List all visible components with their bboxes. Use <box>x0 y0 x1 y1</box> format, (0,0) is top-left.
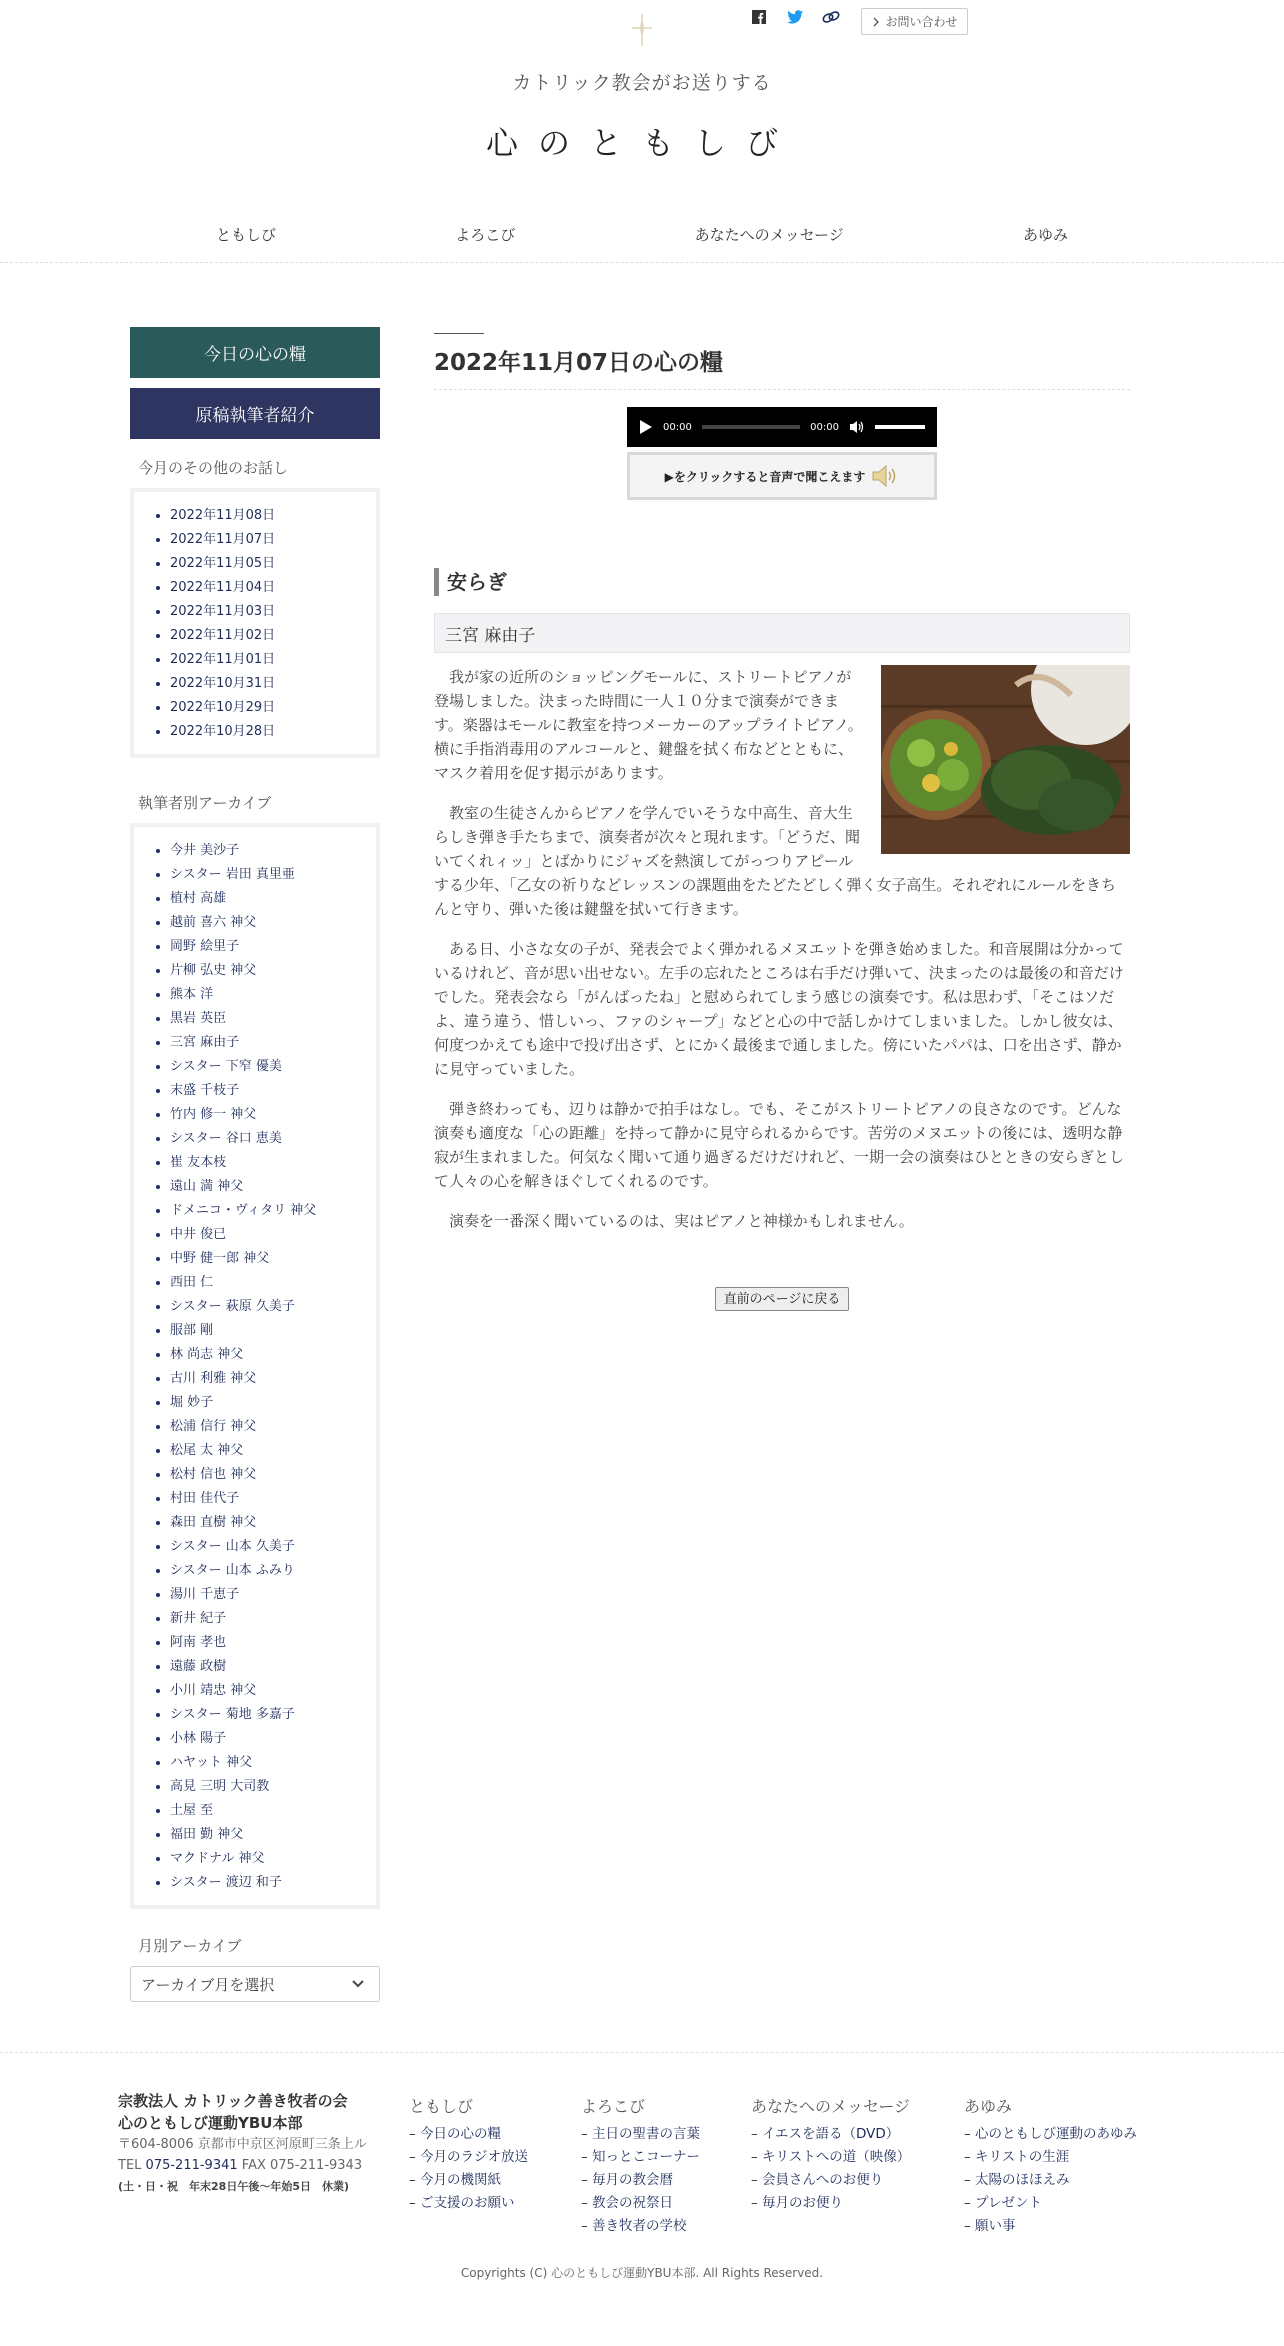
audio-player <box>627 407 937 447</box>
author-name: 三宮 麻由子 <box>434 613 1130 653</box>
business-hours: (土・日・祝 年末28日午後〜年始5日 休業) <box>118 2180 350 2193</box>
footer-link[interactable]: – プレゼント <box>964 2192 1137 2215</box>
nav-message[interactable]: あなたへのメッセージ <box>694 226 844 244</box>
other-talk-link[interactable]: • 2022年10月31日 <box>170 672 360 696</box>
org-name: 宗教法人 カトリック善き牧者の会 <box>118 2092 348 2110</box>
article-body <box>434 665 1130 1233</box>
footer-link[interactable]: – イエスを語る（DVD） <box>751 2123 910 2146</box>
writer-link[interactable]: • シスター 菊地 多嘉子 <box>170 1703 360 1727</box>
paragraph-3: ある日、小さな女の子が、発表会でよく弾かれるメヌエットを弾き始めました。和音展開は分かっているけれど、音が思い出せない。左手の忘れたところは右手だけ弾いて、決まったのは最後の和音だけでした。発表会なら「がんばったね」と慰められてしまう感じの演奏です。私は思わず、「そこはソだよ、違う違う、惜しいっ、ファのシャープ」などと心の中で話しかけてしまいました。しかし彼女は、何度つかえても途中で投げ出さず、とにかく最後まで通しました。傍にいたパパは、口を出さず、静かに見守っていました。 <box>434 940 1124 1078</box>
writers-archive-box <box>130 823 380 1909</box>
other-talks-heading: 今月のその他のお話し <box>138 459 289 477</box>
org-phone <box>118 2155 388 2176</box>
paragraph-5: 演奏を一番深く聞いているのは、実はピアノと神様かもしれません。 <box>449 1212 914 1230</box>
org-address: 〒604-8006 京都市中京区河原町三条上ル <box>118 2137 367 2152</box>
writer-link[interactable]: • 末盛 千枝子 <box>170 1079 360 1103</box>
nav-ayumi[interactable]: あゆみ <box>1022 226 1068 244</box>
link-icon[interactable] <box>822 8 840 26</box>
other-talk-link[interactable]: • 2022年11月01日 <box>170 648 360 672</box>
footer-link-list <box>409 2123 528 2215</box>
sidebar <box>130 327 380 2002</box>
contact-label: お問い合わせ <box>885 15 958 29</box>
writer-link[interactable]: • 松浦 信行 神父 <box>170 1415 360 1439</box>
chevron-right-icon <box>871 17 881 27</box>
writer-link[interactable]: • シスター 谷口 恵美 <box>170 1127 360 1151</box>
back-button[interactable]: 直前のページに戻る <box>715 1287 849 1311</box>
copyright: Copyrights (C) 心のともしび運動YBU本部. All Rights Reserved. <box>460 2266 824 2280</box>
other-talk-link[interactable]: • 2022年11月07日 <box>170 528 360 552</box>
writer-link[interactable]: • 三宮 麻由子 <box>170 1031 360 1055</box>
writer-link[interactable]: • 堀 妙子 <box>170 1391 360 1415</box>
chevron-down-icon <box>351 1979 365 1989</box>
writer-link[interactable]: • 中井 俊已 <box>170 1223 360 1247</box>
footer-link[interactable]: – 太陽のほほえみ <box>964 2169 1137 2192</box>
other-talk-link[interactable]: • 2022年11月03日 <box>170 600 360 624</box>
nav-divider <box>0 262 1284 263</box>
audio-progress-bar[interactable] <box>702 425 800 429</box>
writer-link[interactable]: • 古川 利雅 神父 <box>170 1367 360 1391</box>
tel-label: TEL <box>118 2158 142 2173</box>
nav-yorokobi[interactable]: よろこび <box>455 226 516 244</box>
writer-link[interactable]: • シスター 岩田 真里亜 <box>170 863 360 887</box>
writer-link[interactable]: • 中野 健一郎 神父 <box>170 1247 360 1271</box>
writer-link[interactable]: • 黒岩 英臣 <box>170 1007 360 1031</box>
writer-link[interactable]: • シスター 萩原 久美子 <box>170 1295 360 1319</box>
writer-link[interactable]: • 服部 剛 <box>170 1319 360 1343</box>
other-talk-link[interactable]: • 2022年10月28日 <box>170 720 360 744</box>
footer-link[interactable]: – ご支援のお願い <box>409 2192 528 2215</box>
writer-link[interactable]: • 熊本 洋 <box>170 983 360 1007</box>
logo-cross-icon[interactable] <box>630 12 654 48</box>
paragraph-4: 弾き終わっても、辺りは静かで拍手はなし。でも、そこがストリートピアノの良さなのです。どんな演奏も適度な「心の距離」を持って静かに見守られるからです。苦労のメヌエットの後には、透明な静寂が生まれました。何気なく聞いて通り過ぎるだけだけれど、一期一会の演奏はひとときの安らぎとして人々の心を解きほぐしてくれるのです。 <box>434 1100 1125 1190</box>
writer-link[interactable]: • 岡野 絵里子 <box>170 935 360 959</box>
other-talk-link[interactable]: • 2022年10月29日 <box>170 696 360 720</box>
footer-col-ayumi <box>964 2094 1137 2238</box>
volume-icon[interactable] <box>849 420 865 434</box>
footer-link[interactable]: – 今月のラジオ放送 <box>409 2146 528 2169</box>
writer-link[interactable]: • 越前 喜六 神父 <box>170 911 360 935</box>
writer-link[interactable]: • シスター 下窄 優美 <box>170 1055 360 1079</box>
footer-col-heading[interactable]: よろこび <box>581 2097 646 2116</box>
other-talk-link[interactable]: • 2022年11月04日 <box>170 576 360 600</box>
footer-col-heading[interactable]: あなたへのメッセージ <box>751 2097 911 2116</box>
title-accent-line <box>434 333 484 334</box>
footer-link[interactable]: – 毎月のお便り <box>751 2192 910 2215</box>
speaker-icon <box>871 464 899 488</box>
writer-link[interactable]: • シスター 山本 久美子 <box>170 1535 360 1559</box>
writer-link[interactable]: • 福田 勤 神父 <box>170 1823 360 1847</box>
twitter-icon[interactable] <box>786 8 804 26</box>
contact-button[interactable] <box>861 8 968 35</box>
writer-link[interactable]: • シスター 渡辺 和子 <box>170 1871 360 1895</box>
other-talk-link[interactable]: • 2022年11月02日 <box>170 624 360 648</box>
writer-link[interactable]: • 竹内 修一 神父 <box>170 1103 360 1127</box>
section-title: 安らぎ <box>434 568 1130 596</box>
footer-link[interactable]: – 心のともしび運動のあゆみ <box>964 2123 1137 2146</box>
writer-link[interactable]: • 高見 三明 大司教 <box>170 1775 360 1799</box>
footer-link[interactable]: – 願い事 <box>964 2215 1137 2238</box>
audio-total-time: 00:00 <box>810 421 839 433</box>
paragraph-1: 我が家の近所のショッピングモールに、ストリートピアノが登場しました。決まった時間に一人１０分まで演奏ができます。楽器はモールに教室を持つメーカーのアップライトピアノ。横に手指消毒用のアルコールと、鍵盤を拭く布などとともに、マスク着用を促す掲示があります。 <box>434 668 863 782</box>
writer-link[interactable]: • 小川 靖忠 神父 <box>170 1679 360 1703</box>
writer-link[interactable]: • 林 尚志 神父 <box>170 1343 360 1367</box>
writer-link[interactable]: • シスター 山本 ふみり <box>170 1559 360 1583</box>
writer-link[interactable]: • 新井 紀子 <box>170 1607 360 1631</box>
footer-col-message <box>751 2094 910 2215</box>
today-button[interactable]: 今日の心の糧 <box>130 327 380 378</box>
footer-link[interactable]: – 知っとこコーナー <box>581 2146 700 2169</box>
footer-link[interactable]: – 今日の心の糧 <box>409 2123 528 2146</box>
writer-link[interactable]: • 土屋 至 <box>170 1799 360 1823</box>
footer-col-tomoshibi <box>409 2094 528 2215</box>
writer-link[interactable]: • 崔 友本枝 <box>170 1151 360 1175</box>
footer-organization <box>118 2090 388 2198</box>
writer-link[interactable]: • 森田 直樹 神父 <box>170 1511 360 1535</box>
writer-link[interactable]: • 村田 佳代子 <box>170 1487 360 1511</box>
writer-link[interactable]: • マクドナル 神父 <box>170 1847 360 1871</box>
fax-number: FAX 075-211-9343 <box>241 2158 363 2173</box>
writer-link[interactable]: • 小林 陽子 <box>170 1727 360 1751</box>
facebook-icon[interactable] <box>750 8 768 26</box>
writer-link[interactable]: • ハヤット 神父 <box>170 1751 360 1775</box>
writer-link[interactable]: • 松尾 太 神父 <box>170 1439 360 1463</box>
footer-link[interactable]: – キリストの生涯 <box>964 2146 1137 2169</box>
global-nav <box>130 224 1154 245</box>
footer-col-yorokobi <box>581 2094 700 2238</box>
post-title: 2022年11月07日の心の糧 <box>434 344 1130 390</box>
other-talks-list <box>170 504 360 744</box>
footer-divider <box>0 2052 1284 2053</box>
writers-list <box>170 839 360 1895</box>
writer-link[interactable]: • 片柳 弘史 神父 <box>170 959 360 983</box>
org-branch: 心のともしび運動YBU本部 <box>118 2114 303 2132</box>
writers-button[interactable]: 原稿執筆者紹介 <box>130 388 380 439</box>
footer-link[interactable]: – 善き牧者の学校 <box>581 2215 700 2238</box>
salad-photo <box>881 665 1130 854</box>
other-talks-box <box>130 488 380 758</box>
site-tagline: カトリック教会がお送りする <box>512 72 772 94</box>
footer-link[interactable]: – キリストへの道（映像） <box>751 2146 910 2169</box>
footer-link-list <box>964 2123 1137 2238</box>
main-content <box>434 333 1130 1311</box>
audio-instruction-text: ▶をクリックすると音声で聞こえます <box>664 469 866 484</box>
writer-link[interactable]: • 阿南 孝也 <box>170 1631 360 1655</box>
audio-instruction <box>627 452 937 500</box>
footer-link[interactable]: – 今月の機関紙 <box>409 2169 528 2192</box>
footer-col-heading[interactable]: ともしび <box>409 2097 474 2116</box>
footer-col-heading[interactable]: あゆみ <box>964 2097 1013 2116</box>
site-title[interactable]: 心のともしび <box>485 124 798 162</box>
monthly-archive-select[interactable] <box>130 1966 380 2002</box>
writer-link[interactable]: • ドメニコ・ヴィタリ 神父 <box>170 1199 360 1223</box>
writer-link[interactable]: • 西田 仁 <box>170 1271 360 1295</box>
audio-current-time: 00:00 <box>663 421 692 433</box>
writer-link[interactable]: • 遠山 満 神父 <box>170 1175 360 1199</box>
footer-link[interactable]: – 毎月の教会暦 <box>581 2169 700 2192</box>
tel-number[interactable]: 075-211-9341 <box>145 2158 238 2173</box>
writers-archive-heading: 執筆者別アーカイブ <box>138 794 272 812</box>
footer-link[interactable]: – 教会の祝祭日 <box>581 2192 700 2215</box>
paragraph-2: 教室の生徒さんからピアノを学んでいそうな中高生、音大生らしき弾き手たちまで、演奏者が次々と現れます。「どうだ、聞いてくれィッ」とばかりにジャズを熱演してがっつりアピールする少年、「乙女の祈りなどレッスンの課題曲をたどたどしく弾く女子高生。それぞれにルールをきちんと守り、弾いた後は鍵盤を拭いて行きます。 <box>434 804 1117 918</box>
monthly-select-value: アーカイブ月を選択 <box>141 1975 275 1994</box>
writer-link[interactable]: • 湯川 千恵子 <box>170 1583 360 1607</box>
writer-link[interactable]: • 遠藤 政樹 <box>170 1655 360 1679</box>
footer-link[interactable]: – 会員さんへのお便り <box>751 2169 910 2192</box>
footer-link-list <box>581 2123 700 2238</box>
play-icon[interactable] <box>639 419 653 435</box>
other-talk-link[interactable]: • 2022年11月08日 <box>170 504 360 528</box>
footer-link[interactable]: – 主日の聖書の言葉 <box>581 2123 700 2146</box>
volume-slider[interactable] <box>875 425 925 429</box>
footer-link-list <box>751 2123 910 2215</box>
writer-link[interactable]: • 今井 美沙子 <box>170 839 360 863</box>
nav-tomoshibi[interactable]: ともしび <box>216 226 277 244</box>
other-talk-link[interactable]: • 2022年11月05日 <box>170 552 360 576</box>
writer-link[interactable]: • 松村 信也 神父 <box>170 1463 360 1487</box>
monthly-archive-heading: 月別アーカイブ <box>138 1937 242 1955</box>
writer-link[interactable]: • 植村 高雄 <box>170 887 360 911</box>
